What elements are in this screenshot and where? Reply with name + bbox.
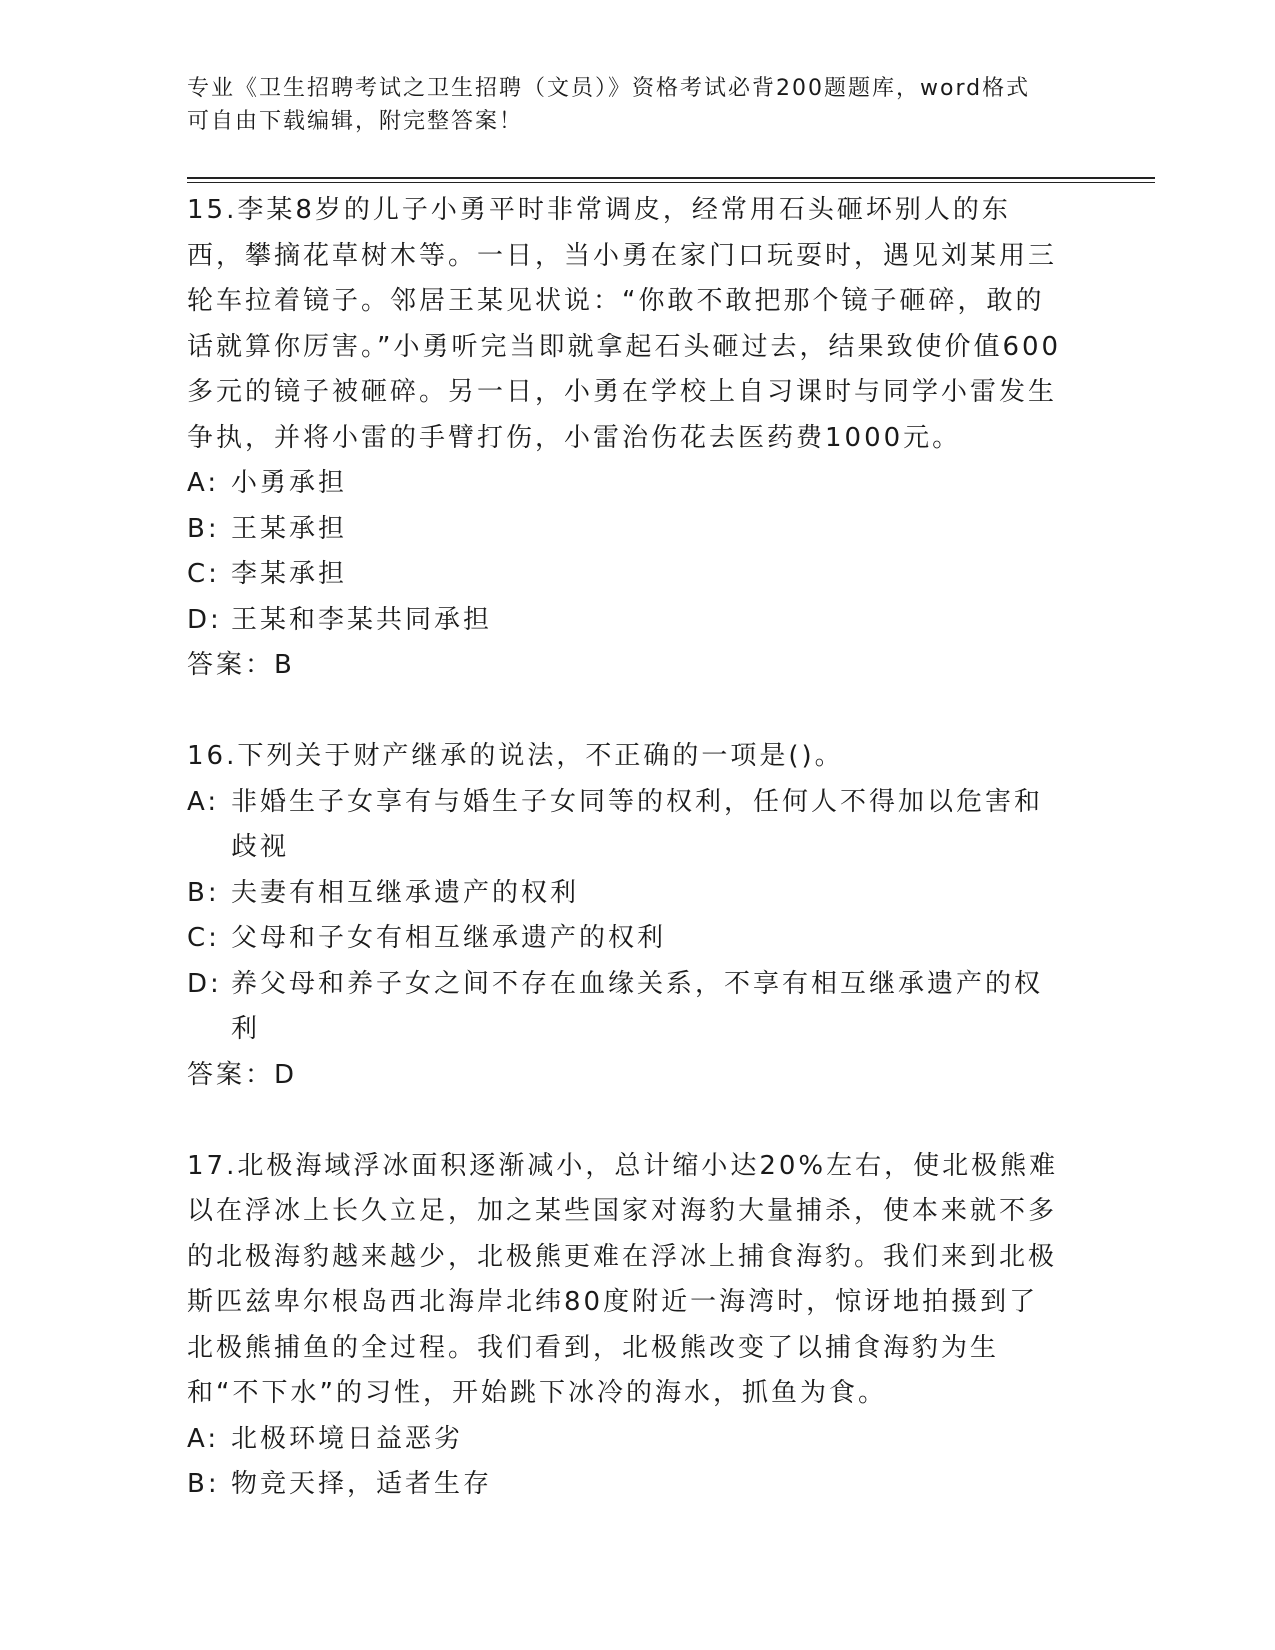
option-text: 李某承担 (231, 559, 348, 589)
option-b (187, 871, 1067, 917)
option-letter: D: (187, 968, 222, 999)
option-letter: A: (187, 1423, 220, 1454)
option-letter: A: (187, 468, 220, 498)
option-text: 物竞天择，适者生存 (231, 1469, 493, 1499)
question-stem: 16.下列关于财产继承的说法，不正确的一项是()。 (187, 741, 844, 771)
header-title-line-2: 可自由下载编辑，附完整答案！ (187, 109, 524, 134)
option-a (187, 780, 1067, 871)
option-c (187, 552, 1067, 598)
option-letter: B: (187, 877, 220, 908)
option-text: 小勇承担 (231, 468, 348, 498)
option-d (187, 962, 1067, 1053)
question-stem: 17.北极海域浮冰面积逐渐减小，总计缩小达20%左右，使北极熊难以在浮冰上长久立足，加之某些国家对海豹大量捕杀，使本来就不多的北极海豹越来越少，北极熊更难在浮冰上捕食海豹。我们来到北极斯匹兹卑尔根岛西北海岸北纬80度附近一海湾时，惊讶地拍摄到了北极熊捕鱼的全过程。我们看到，北极熊改变了以捕食海豹为生和“不下水”的习性，开始跳下冰冷的海水，抓鱼为食。 (187, 1150, 1059, 1408)
option-letter: B: (187, 1469, 220, 1499)
option-text: 北极环境日益恶劣 (231, 1423, 464, 1454)
option-c (187, 916, 1067, 962)
question-separator (187, 689, 1067, 735)
option-b (187, 507, 1067, 553)
option-b (187, 1462, 1067, 1508)
option-letter: C: (187, 923, 220, 953)
option-letter: B: (187, 513, 220, 544)
option-text: 父母和子女有相互继承遗产的权利 (231, 923, 667, 953)
answer-line: 答案：B (187, 650, 295, 680)
option-a (187, 1417, 1067, 1463)
question-separator (187, 1098, 1067, 1144)
answer-line: 答案：D (187, 1059, 298, 1090)
question-15 (187, 188, 1067, 689)
question-16 (187, 734, 1067, 1098)
option-text: 非婚生子女享有与婚生子女同等的权利，任何人不得加以危害和歧视 (231, 786, 1044, 862)
option-d (187, 598, 1067, 644)
question-17 (187, 1144, 1067, 1508)
page-header (187, 72, 1087, 138)
question-stem: 15.李某8岁的儿子小勇平时非常调皮，经常用石头砸坏别人的东西，攀摘花草树木等。一日，当小勇在家门口玩耍时，遇见刘某用三轮车拉着镜子。邻居王某见状说：“你敢不敢把那个镜子砸碎，敢的话就算你厉害。”小勇听完当即就拿起石头砸过去，结果致使价值600多元的镜子被砸碎。另一日，小勇在学校上自习课时与同学小雷发生争执，并将小雷的手臂打伤，小雷治伤花去医药费1000元。 (187, 195, 1062, 453)
option-text: 养父母和养子女之间不存在血缘关系，不享有相互继承遗产的权利 (231, 968, 1044, 1044)
header-divider (187, 177, 1155, 183)
option-text: 王某和李某共同承担 (231, 604, 493, 635)
option-a (187, 461, 1067, 507)
question-list (187, 188, 1067, 1508)
option-letter: A: (187, 786, 220, 817)
option-text: 夫妻有相互继承遗产的权利 (231, 877, 580, 908)
option-text: 王某承担 (231, 513, 348, 544)
option-letter: D: (187, 604, 222, 635)
option-letter: C: (187, 559, 220, 589)
header-title-line-1: 专业《卫生招聘考试之卫生招聘（文员）》资格考试必背200题题库，word格式 (187, 76, 1031, 101)
